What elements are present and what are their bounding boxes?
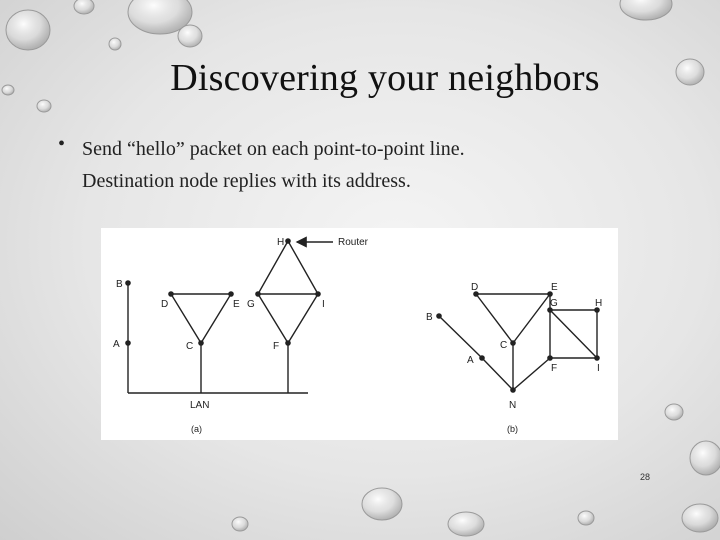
node-dot [125,280,131,286]
node-dot [255,291,261,297]
node-dot [315,291,321,297]
node-dot [594,355,600,361]
node-dot [436,313,442,319]
node-dot [479,355,485,361]
node-label-c-b: C [500,340,508,351]
node-label-i: I [322,299,325,310]
panel-b-nodes [436,291,603,393]
node-label-a: A [113,339,120,350]
diamond-hgif [258,241,318,343]
node-label-e: E [233,299,240,310]
node-dot [125,340,131,346]
node-dot [228,291,234,297]
network-diagram-figure [101,228,618,440]
node-dot [285,340,291,346]
node-label-d: D [161,299,169,310]
node-dot [285,238,291,244]
node-dot [547,355,553,361]
node-label-g-b: G [550,298,558,309]
triangle-dec-b [476,294,550,343]
node-label-b: B [116,279,123,290]
page-number: 28 [640,472,651,482]
slide-title: Discovering your neighbors [170,57,600,99]
panel-a [128,241,333,393]
node-dot [510,387,516,393]
edge-n-f [513,358,550,390]
node-label-b-b: B [426,312,433,323]
lan-label: LAN [190,400,210,411]
node-dot [198,340,204,346]
panel-a-labels [113,237,369,434]
node-label-e-b: E [551,282,558,293]
edge-b-a [439,316,482,358]
edge-a-n [482,358,513,390]
bullet-line-2: Destination node replies with its address. [82,170,411,192]
node-label-c: C [186,341,194,352]
node-label-f-b: F [551,363,558,374]
node-label-h: H [277,237,285,248]
node-label-n-b: N [509,400,517,411]
node-label-a-b: A [467,355,474,366]
bullet-dot-icon: • [58,133,66,155]
node-dot [510,340,516,346]
node-label-h-b: H [595,298,603,309]
node-label-g: G [247,299,255,310]
panel-a-caption: (a) [191,424,202,434]
triangle-dec [171,294,231,343]
bullet-text [82,133,682,197]
router-label: Router [338,237,369,248]
node-dot [168,291,174,297]
edge-g-i-diagonal [550,310,597,358]
bullet-line-1: Send “hello” packet on each point-to-point line. [82,138,465,160]
node-label-i-b: I [597,363,600,374]
panel-b [439,294,597,390]
node-label-d-b: D [471,282,479,293]
node-label-f: F [273,341,280,352]
panel-b-caption: (b) [507,424,518,434]
panel-a-nodes [125,238,321,346]
